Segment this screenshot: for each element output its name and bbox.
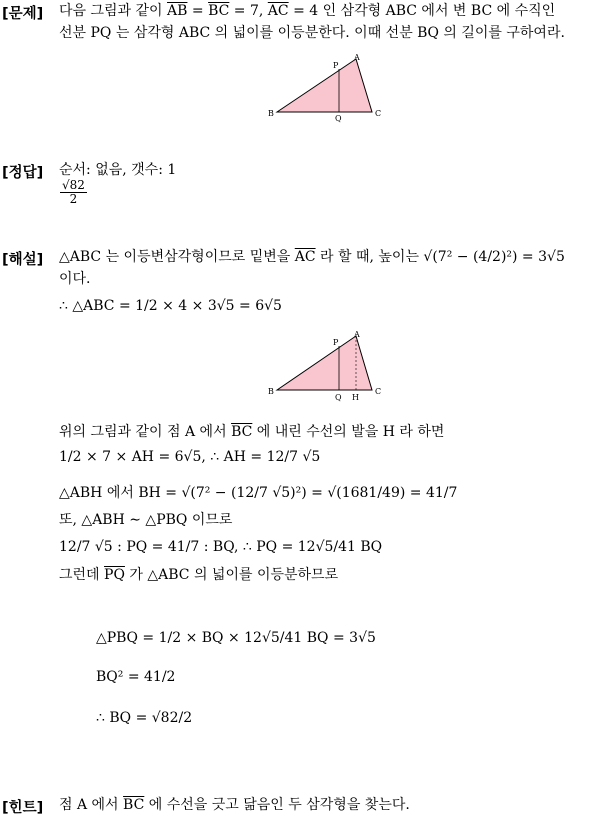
solution-line-12: ∴ BQ = √82/2 (96, 710, 193, 726)
label-C-2: C (375, 387, 382, 396)
hint-line: 점 A 에서 $\overline{BC}$ 에 수선을 긋고 닮음인 두 삼각형을 찾는다. (59, 797, 410, 813)
solution-line-6: △ABH 에서 BH = √(7² − (12/7 √5)²) = √(1681/49) = 41/7 (59, 485, 458, 501)
hint-tag: [힌트] (2, 800, 44, 816)
label-C: C (375, 109, 382, 118)
solution-line-10: △PBQ = 1/2 × BQ × 12√5/41 BQ = 3√5 (96, 630, 376, 646)
triangle-figure-2 (262, 330, 392, 402)
solution-line-5: 1/2 × 7 × AH = 6√5, ∴ AH = 12/7 √5 (59, 449, 321, 465)
solution-line-2: 이다. (59, 271, 91, 287)
solution-line-4: 위의 그림과 같이 점 A 에서 $\overline{BC}$ 에 내린 수선의 발을 H 라 하면 (59, 424, 445, 440)
triangle-figure-1 (262, 54, 392, 124)
answer-tag: [정답] (2, 165, 44, 181)
label-A-2: A (354, 330, 360, 339)
label-H: H (352, 393, 359, 402)
label-P-2: P (333, 338, 339, 347)
label-Q-2: Q (335, 393, 342, 402)
solution-line-9: 그런데 $\overline{PQ}$ 가 △ABC 의 넓이를 이등분하므로 (59, 567, 339, 583)
solution-tag: [해설] (2, 252, 44, 268)
solution-line-11: BQ² = 41/2 (96, 669, 176, 685)
problem-line-1: 다음 그림과 같이 $\overline{AB} = \overline{BC} = 7$, $\overline{AC} = 4$ 인 삼각형 ABC 에서 변 BC 에 수직인 (59, 3, 556, 19)
triangle-abc-shape-2 (277, 336, 372, 390)
problem-tag: [문제] (2, 6, 44, 22)
label-Q: Q (335, 114, 342, 123)
answer-line-1: 순서: 없음, 갯수: 1 (59, 162, 177, 178)
label-B-2: B (268, 387, 274, 396)
solution-line-1: △ABC 는 이등변삼각형이므로 밑변을 $\overline{AC}$ 라 할 때, 높이는 √(7² − (4/2)²) = 3√5 (59, 249, 565, 265)
label-P: P (333, 61, 339, 70)
answer-fraction: $\frac{√82}{2}$ (62, 178, 85, 206)
solution-line-8: 12/7 √5 : PQ = 41/7 : BQ, ∴ PQ = 12√5/41 BQ (59, 539, 383, 555)
solution-line-3: ∴ △ABC = 1/2 × 4 × 3√5 = 6√5 (59, 298, 282, 314)
triangle-abc-shape (277, 59, 372, 112)
solution-line-7: 또, △ABH ∼ △PBQ 이므로 (59, 512, 233, 528)
label-B: B (268, 109, 274, 118)
label-A: A (354, 54, 360, 62)
problem-line-2: 선분 PQ 는 삼각형 ABC 의 넓이를 이등분한다. 이때 선분 BQ 의 길이를 구하여라. (59, 25, 565, 41)
